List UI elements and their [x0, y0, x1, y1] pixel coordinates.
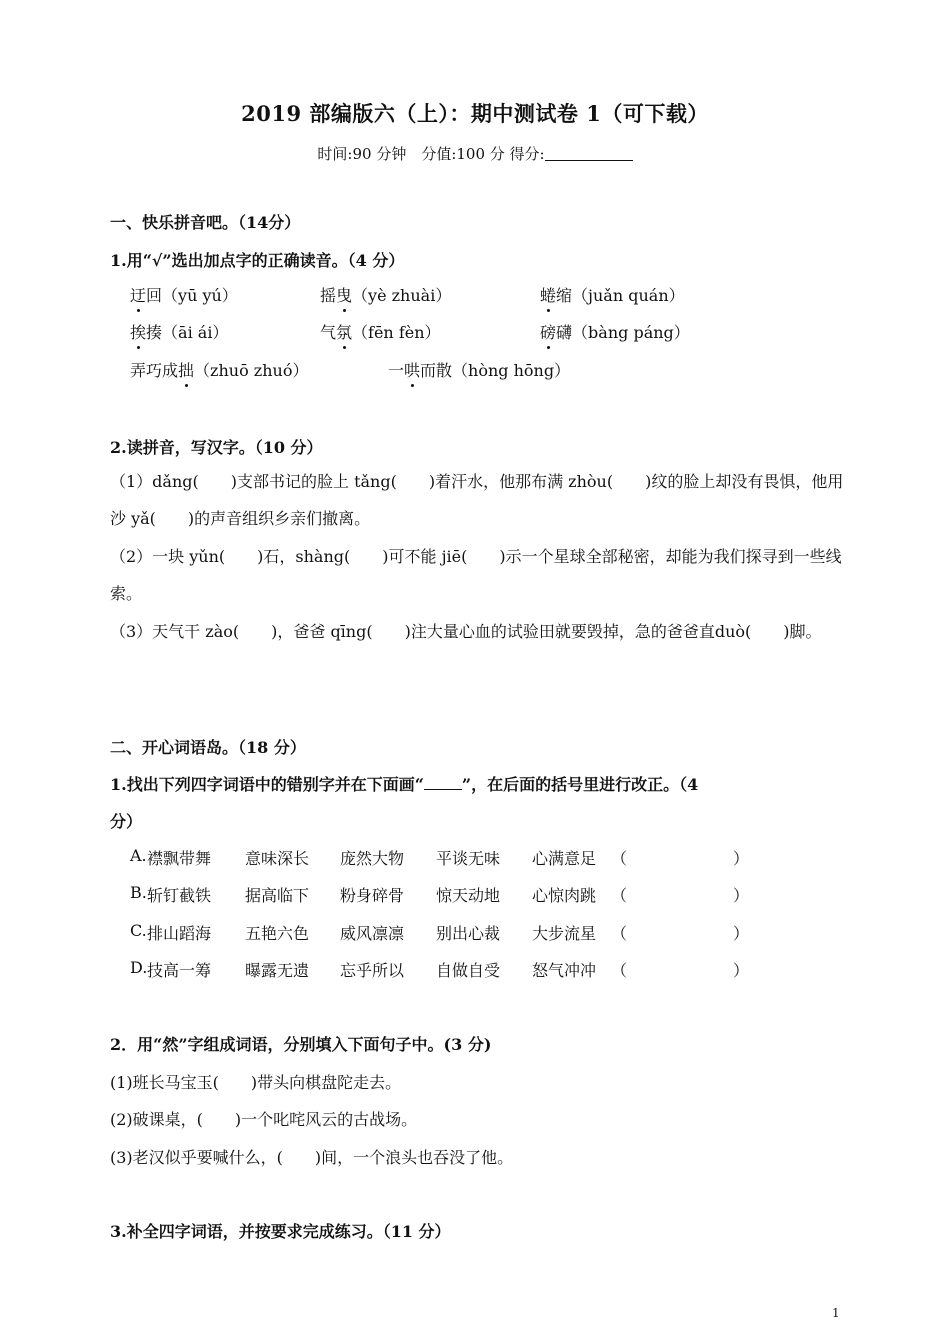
- pinyin-options: （zhuō zhuó）: [194, 361, 309, 380]
- pinyin-options: （āi ái）: [162, 323, 229, 342]
- row-label: D.: [130, 958, 148, 977]
- question-1-1-title: 1.用“√”选出加点字的正确读音。（4 分）: [110, 251, 405, 270]
- page-number: 1: [832, 1306, 840, 1320]
- char: 弄巧成: [130, 361, 179, 380]
- word: 忘乎所以: [340, 961, 405, 980]
- dotted-char: 蜷: [540, 283, 556, 306]
- word: 意味深长: [245, 849, 310, 868]
- word: 据高临下: [245, 886, 310, 905]
- word: 庞然大物: [340, 849, 405, 868]
- exam-meta: [0, 143, 950, 164]
- underline-sample: [424, 775, 462, 790]
- char: 缩: [556, 286, 573, 305]
- word: 大步流星: [532, 924, 597, 943]
- word: 五艳六色: [245, 924, 310, 943]
- dotted-char: 迂: [130, 283, 146, 306]
- question-2-2-item-2: (2)破课桌，( )一个叱咤风云的古战场。: [110, 1110, 418, 1129]
- dotted-char: 拙: [178, 358, 194, 381]
- score-blank: [545, 146, 633, 161]
- word: 粉身碎骨: [340, 886, 405, 905]
- word: 襟飘带舞: [147, 849, 212, 868]
- pinyin-options: （fēn fèn）: [352, 323, 441, 342]
- question-2-2-item-1: (1)班长马宝玉( )带头向棋盘陀走去。: [110, 1073, 402, 1092]
- pinyin-item-8: [388, 358, 570, 381]
- pinyin-options: （hòng hōng）: [452, 361, 571, 380]
- answer-bracket-close: ）: [733, 849, 750, 868]
- char: 一: [388, 361, 405, 380]
- word: 心满意足: [532, 849, 597, 868]
- question-2-2-item-3: (3)老汉似乎要喊什么，( )间，一个浪头也吞没了他。: [110, 1148, 514, 1167]
- title-part: ”，在后面的括号里进行改正。（4: [461, 775, 699, 794]
- question-2-3-title: 3.补全四字词语，并按要求完成练习。（11 分）: [110, 1222, 451, 1241]
- question-2-1-title-cont: 分）: [110, 812, 143, 831]
- answer-bracket-open: （: [611, 961, 628, 980]
- answer-bracket-close: ）: [733, 961, 750, 980]
- pinyin-item-4: [130, 320, 228, 343]
- pinyin-options: （yū yú）: [162, 286, 238, 305]
- answer-bracket-close: ）: [733, 886, 750, 905]
- dotted-char: 磅: [540, 320, 556, 343]
- word: 心惊肉跳: [532, 886, 597, 905]
- dotted-char: 哄: [404, 358, 420, 381]
- answer-bracket-open: （: [611, 886, 628, 905]
- char: 礴: [556, 323, 573, 342]
- page-title: 2019 部编版六（上）：期中测试卷 1（可下载）: [241, 101, 709, 126]
- question-2-2-title: 2．用“然”字组成词语，分别填入下面句子中。(3 分): [110, 1035, 492, 1054]
- word: 威风凛凛: [340, 924, 405, 943]
- word: 怒气冲冲: [532, 961, 597, 980]
- question-2-1-title: [110, 772, 698, 795]
- pinyin-item-5: [320, 320, 441, 343]
- word: 排山蹈海: [147, 924, 212, 943]
- exam-meta-text: 时间:90 分钟 分值:100 分 得分:: [317, 145, 545, 163]
- pinyin-options: （bàng páng）: [572, 323, 690, 342]
- row-label: A.: [130, 846, 147, 865]
- pinyin-item-2: [320, 283, 451, 306]
- question-1-2-para-1: （1）dǎng( )支部书记的脸上 tǎng( )着汗水，他那布满 zhòu( )纹的脸上却没有畏惧，他用沙 yǎ( )的声音组织乡亲们撤离。: [110, 472, 844, 528]
- pinyin-item-3: [540, 283, 685, 306]
- pinyin-options: （juǎn quán）: [572, 286, 685, 305]
- row-label: B.: [130, 883, 147, 902]
- pinyin-item-7: [130, 358, 308, 381]
- question-1-2-title: 2.读拼音，写汉字。（10 分）: [110, 438, 323, 457]
- word: 斩钉截铁: [147, 886, 212, 905]
- char: 回: [146, 286, 163, 305]
- dotted-char: 挨: [130, 320, 146, 343]
- section-2-heading: 二、开心词语岛。（18 分）: [110, 738, 306, 757]
- pinyin-item-1: [130, 283, 238, 306]
- section-1-heading: 一、快乐拼音吧。（14分）: [110, 213, 301, 232]
- char: 摇: [320, 286, 337, 305]
- char: 气: [320, 323, 337, 342]
- row-label: C.: [130, 921, 147, 940]
- word: 惊天动地: [436, 886, 501, 905]
- char: 而散: [420, 361, 453, 380]
- question-1-2-para-2: （2）一块 yǔn( )石，shàng( )可不能 jiē( )示一个星球全部秘密，却能为我们探寻到一些线索。: [110, 547, 842, 603]
- word: 自做自受: [436, 961, 501, 980]
- dotted-char: 曳: [336, 283, 352, 306]
- dotted-char: 氛: [336, 320, 352, 343]
- answer-bracket-open: （: [611, 924, 628, 943]
- answer-bracket-close: ）: [733, 924, 750, 943]
- char: 揍: [146, 323, 163, 342]
- answer-bracket-open: （: [611, 849, 628, 868]
- word: 平谈无味: [436, 849, 501, 868]
- pinyin-options: （yè zhuài）: [352, 286, 452, 305]
- word: 技高一筹: [147, 961, 212, 980]
- pinyin-item-6: [540, 320, 690, 343]
- question-1-2-para-3: （3）天气干 zào( )，爸爸 qīng( )注大量心血的试验田就要毁掉，急的爸爸直duò( )脚。: [110, 622, 822, 641]
- title-part: 1.找出下列四字词语中的错别字并在下面画“: [110, 775, 424, 794]
- word: 曝露无遗: [245, 961, 310, 980]
- word: 别出心裁: [436, 924, 501, 943]
